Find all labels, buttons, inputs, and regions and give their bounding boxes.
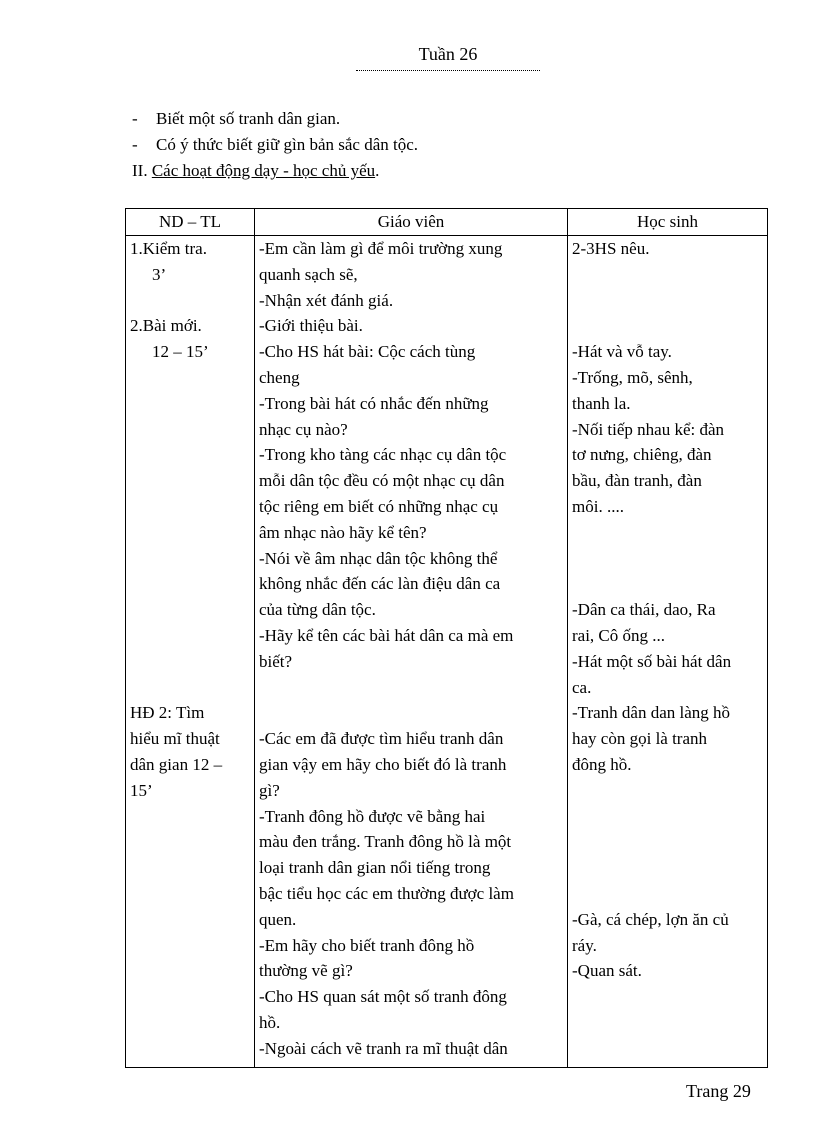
teacher-line: mỗi dân tộc đều có một nhạc cụ dân	[259, 471, 505, 491]
student-line	[572, 262, 763, 288]
header-student: Học sinh	[568, 209, 768, 236]
content-time-line	[130, 804, 250, 830]
student-line: -Nối tiếp nhau kể: đàn	[572, 419, 725, 439]
teacher-line: -Các em đã được tìm hiểu tranh dân	[259, 729, 504, 749]
teacher-line: gì?	[259, 780, 280, 800]
content-time-line	[130, 442, 250, 468]
student-line	[572, 829, 763, 855]
teacher-line	[259, 700, 563, 726]
student-line	[572, 778, 763, 804]
student-line: thanh la.	[572, 393, 631, 413]
heading-dotted-rule	[356, 70, 540, 71]
content-time-line: 15’	[130, 780, 153, 800]
content-time-line: hiểu mĩ thuật	[130, 729, 220, 749]
teacher-line: quen.	[259, 909, 297, 929]
teacher-line: -Hãy kể tên các bài hát dân ca mà em	[259, 625, 514, 645]
student-line: bầu, đàn tranh, đàn	[572, 471, 702, 491]
student-line	[572, 288, 763, 314]
content-time-line	[130, 675, 250, 701]
objectives-block	[132, 106, 772, 184]
teacher-line: thường vẽ gì?	[259, 961, 353, 981]
student-line: hay còn gọi là tranh	[572, 729, 708, 749]
content-time-line: dân gian 12 –	[130, 754, 223, 774]
student-line: tơ nưng, chiêng, đàn	[572, 445, 712, 465]
student-line: -Hát và vỗ tay.	[572, 342, 672, 362]
section-heading	[132, 158, 772, 184]
objective-text: Biết một số tranh dân gian.	[156, 109, 341, 128]
header-teacher: Giáo viên	[255, 209, 568, 236]
student-line	[572, 804, 763, 830]
table-body-row	[126, 236, 768, 1068]
teacher-line: -Nhận xét đánh giá.	[259, 290, 394, 310]
student-line	[572, 571, 763, 597]
content-time-line	[130, 597, 250, 623]
teacher-line: không nhắc đến các làn điệu dân ca	[259, 574, 501, 594]
student-line: -Gà, cá chép, lợn ăn củ	[572, 909, 729, 929]
teacher-line: cheng	[259, 367, 300, 387]
teacher-line: loại tranh dân gian nổi tiếng trong	[259, 858, 491, 878]
student-line: ca.	[572, 677, 592, 697]
content-time-line	[130, 520, 250, 546]
student-line	[572, 881, 763, 907]
student-line: -Tranh dân dan làng hồ	[572, 703, 731, 723]
content-time-line: 12 – 15’	[152, 342, 209, 362]
content-time-line: 2.Bài mới.	[130, 316, 202, 336]
student-line	[572, 313, 763, 339]
content-time-line	[130, 855, 250, 881]
content-time-line	[130, 546, 250, 572]
student-line: -Hát một số bài hát dân	[572, 651, 732, 671]
teacher-line	[259, 675, 563, 701]
objective-item	[132, 106, 772, 132]
teacher-line: tộc riêng em biết có những nhạc cụ	[259, 496, 499, 516]
content-time-line	[130, 623, 250, 649]
content-time-line	[130, 468, 250, 494]
content-time-line	[130, 1010, 250, 1036]
page-heading: Tuần 26	[418, 44, 478, 64]
content-time-line: 1.Kiểm tra.	[130, 239, 207, 258]
student-column	[568, 236, 768, 1068]
teacher-line: bậc tiểu học các em thường được làm	[259, 883, 514, 903]
bullet-dash: -	[132, 109, 138, 128]
student-line	[572, 520, 763, 546]
page-number: Trang 29	[686, 1081, 751, 1101]
student-line: -Trống, mõ, sênh,	[572, 367, 693, 387]
content-time-line	[130, 365, 250, 391]
teacher-line: -Ngoài cách vẽ tranh ra mĩ thuật dân	[259, 1038, 508, 1058]
teacher-line: hồ.	[259, 1012, 281, 1032]
content-time-line	[130, 417, 250, 443]
teacher-line: -Nói về âm nhạc dân tộc không thể	[259, 548, 498, 568]
student-line: -Dân ca thái, dao, Ra	[572, 600, 716, 620]
teacher-line: -Cho HS quan sát một số tranh đông	[259, 987, 507, 1007]
teacher-line: -Em hãy cho biết tranh đông hồ	[259, 935, 475, 955]
teacher-line: -Cho HS hát bài: Cộc cách tùng	[259, 342, 476, 362]
content-time-line	[130, 907, 250, 933]
objective-text: Có ý thức biết giữ gìn bản sắc dân tộc.	[156, 135, 419, 154]
student-line: môi. ....	[572, 496, 624, 516]
teacher-line: -Giới thiệu bài.	[259, 316, 363, 336]
student-line: ráy.	[572, 935, 597, 955]
content-time-line	[130, 1036, 250, 1062]
teacher-line: -Trong kho tàng các nhạc cụ dân tộc	[259, 445, 507, 465]
student-line	[572, 984, 763, 1010]
teacher-line: của từng dân tộc.	[259, 600, 376, 620]
section-suffix: .	[375, 161, 380, 180]
student-line	[572, 855, 763, 881]
student-line	[572, 546, 763, 572]
teacher-line: -Tranh đông hồ được vẽ bằng hai	[259, 806, 486, 826]
section-prefix: II.	[132, 161, 152, 180]
teacher-line: quanh sạch sẽ,	[259, 264, 358, 284]
table-header-row	[126, 209, 768, 236]
content-time-line	[130, 829, 250, 855]
student-line: đông hồ.	[572, 754, 632, 774]
lesson-plan-table	[125, 208, 768, 1068]
content-time-line: 3’	[152, 264, 167, 284]
content-time-line	[130, 391, 250, 417]
content-time-line	[130, 984, 250, 1010]
student-line	[572, 1036, 763, 1062]
teacher-line: -Trong bài hát có nhắc đến những	[259, 393, 489, 413]
teacher-line: biết?	[259, 651, 293, 671]
student-line: -Quan sát.	[572, 961, 642, 981]
content-time-line	[130, 288, 250, 314]
teacher-line: màu đen trắng. Tranh đông hồ là một	[259, 832, 512, 852]
content-time-line	[130, 933, 250, 959]
content-time-line	[130, 958, 250, 984]
content-time-line	[130, 881, 250, 907]
teacher-line: -Em cần làm gì để môi trường xung	[259, 239, 503, 258]
section-title: Các hoạt động dạy - học chủ yếu	[151, 161, 376, 180]
student-line: 2-3HS nêu.	[572, 239, 650, 258]
teacher-column	[255, 236, 568, 1068]
header-content-time: ND – TL	[126, 209, 255, 236]
teacher-line: âm nhạc nào hãy kể tên?	[259, 522, 427, 542]
content-time-line	[130, 649, 250, 675]
bullet-dash: -	[132, 135, 138, 154]
content-time-line	[130, 571, 250, 597]
student-line	[572, 1010, 763, 1036]
content-time-column	[126, 236, 255, 1068]
teacher-line: nhạc cụ nào?	[259, 419, 348, 439]
objective-item	[132, 132, 772, 158]
content-time-line: HĐ 2: Tìm	[130, 703, 205, 723]
student-line: rai, Cô ống ...	[572, 625, 666, 645]
teacher-line: gian vậy em hãy cho biết đó là tranh	[259, 754, 507, 774]
content-time-line	[130, 494, 250, 520]
